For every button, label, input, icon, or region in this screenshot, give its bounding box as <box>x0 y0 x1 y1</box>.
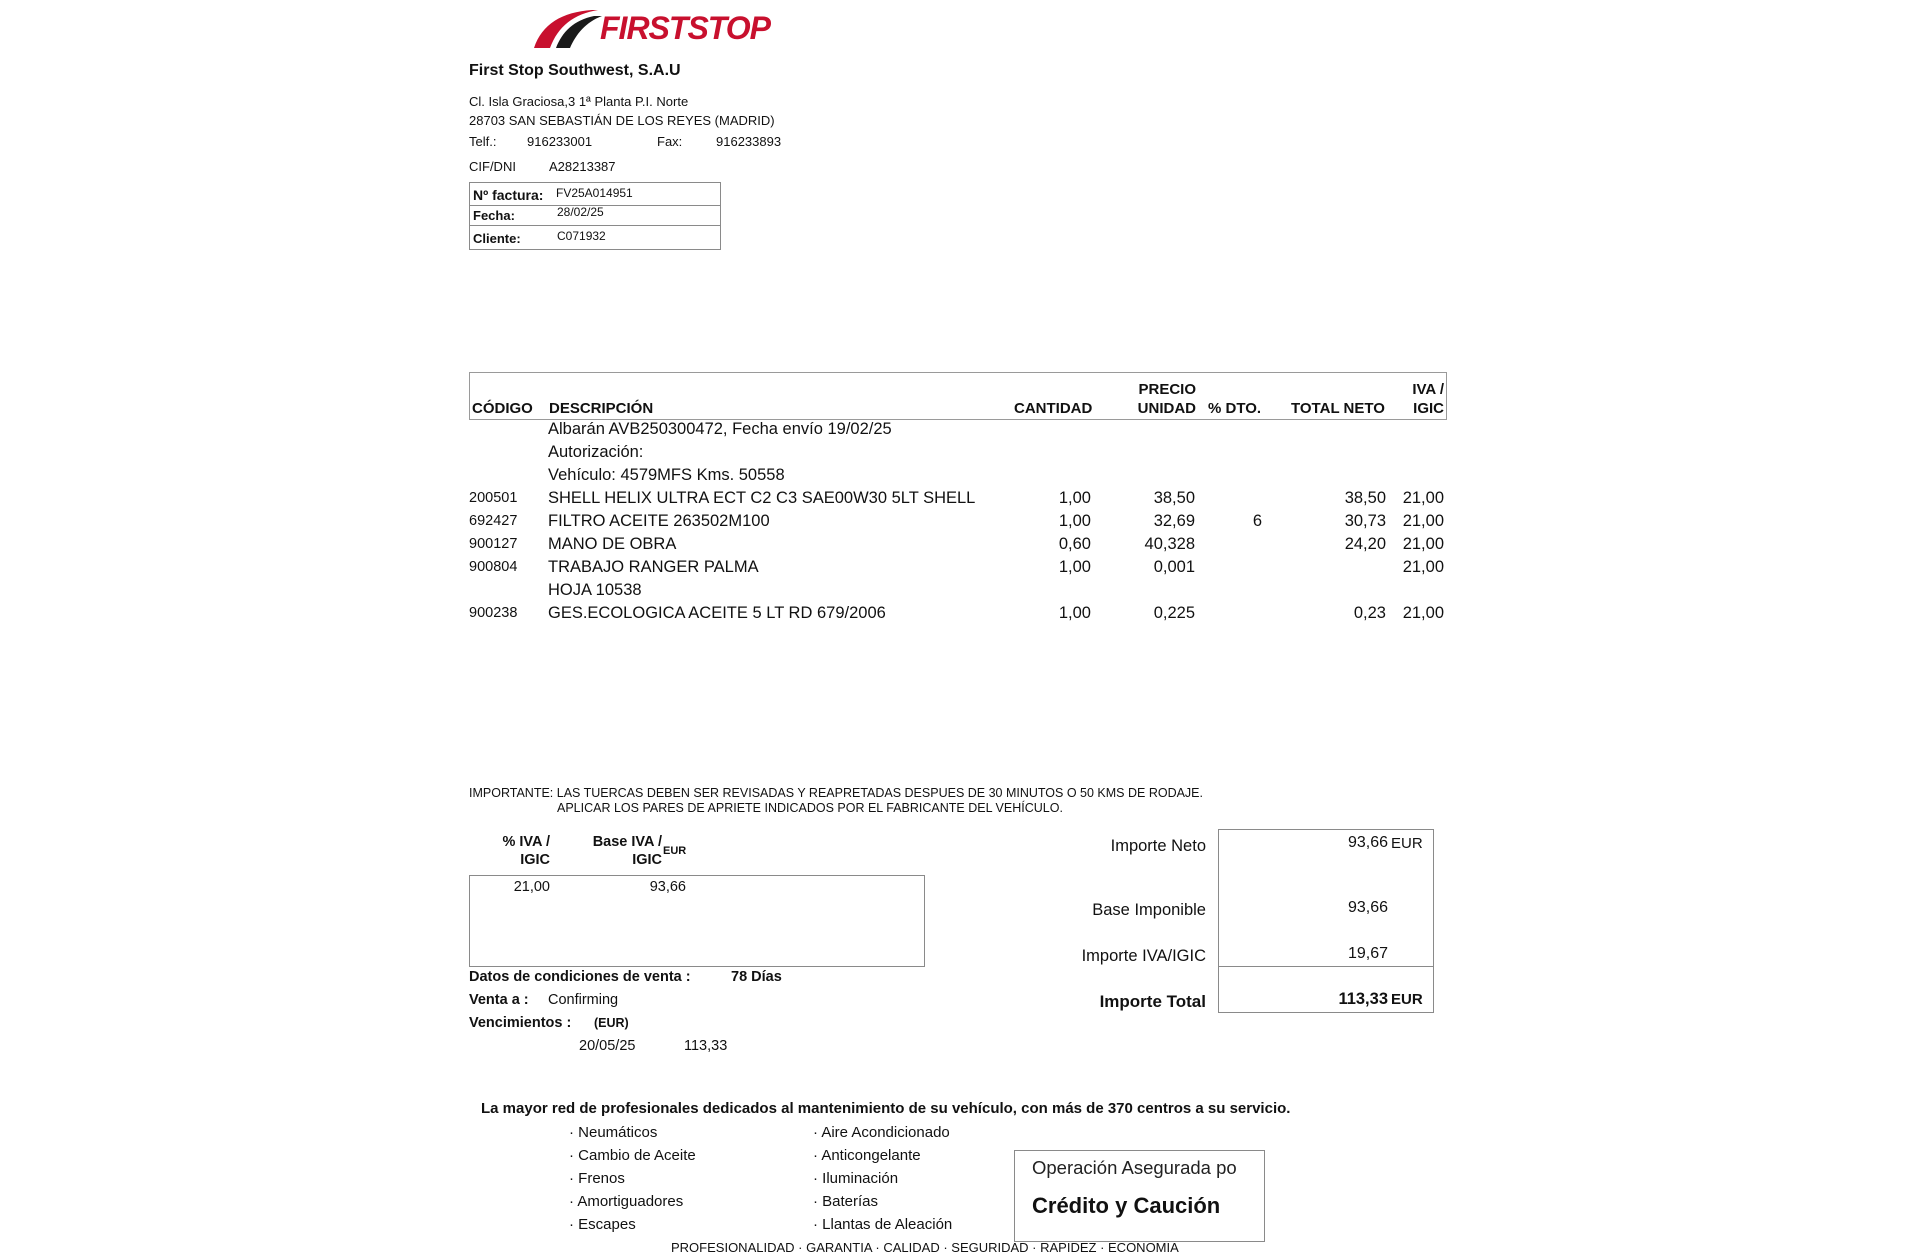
service-item: · Iluminación <box>813 1170 899 1187</box>
row-code: 900127 <box>469 536 518 552</box>
cif-label: CIF/DNI <box>469 159 516 174</box>
venta-value: Confirming <box>548 992 619 1008</box>
phone-label: Telf.: <box>469 134 497 149</box>
row-price: 0,001 <box>1153 558 1195 576</box>
totals-separator <box>1218 966 1434 967</box>
company-address-2: 28703 SAN SEBASTIÁN DE LOS REYES (MADRID) <box>469 113 775 128</box>
tax-base-header-1: Base IVA / <box>592 834 662 850</box>
row-desc: GES.ECOLOGICA ACEITE 5 LT RD 679/2006 <box>548 604 886 622</box>
header-descripcion: DESCRIPCIÓN <box>549 400 654 417</box>
invoice-info-box <box>469 182 721 250</box>
invoice-number-label: Nº factura: <box>473 187 544 203</box>
service-item: · Baterías <box>813 1193 879 1210</box>
service-item: · Escapes <box>569 1216 636 1233</box>
row-total: 24,20 <box>1344 535 1386 553</box>
row-desc: FILTRO ACEITE 263502M100 <box>548 512 770 530</box>
tax-pct-header-1: % IVA / <box>502 834 550 850</box>
vencimiento-date: 20/05/25 <box>579 1038 636 1054</box>
service-item: · Cambio de Aceite <box>569 1147 696 1164</box>
service-item: · Anticongelante <box>813 1147 921 1164</box>
row-code: 200501 <box>469 490 518 506</box>
tax-base-value: 93,66 <box>649 879 686 895</box>
tax-currency: EUR <box>663 845 687 857</box>
importe-total-currency: EUR <box>1391 991 1423 1008</box>
table-note-vehiculo: Vehículo: 4579MFS Kms. 50558 <box>548 466 785 484</box>
invoice-client-label: Cliente: <box>473 231 521 246</box>
notice-line-2: APLICAR LOS PARES DE APRIETE INDICADOS POR EL FABRICANTE DEL VEHÍCULO. <box>557 801 1063 815</box>
row-desc: SHELL HELIX ULTRA ECT C2 C3 SAE00W30 5LT SHELL <box>548 489 976 507</box>
row-dto: 6 <box>1252 512 1262 530</box>
vencimiento-amount: 113,33 <box>684 1038 728 1054</box>
row-price: 38,50 <box>1153 489 1195 507</box>
table-note-autorizacion: Autorización: <box>548 443 644 461</box>
header-codigo: CÓDIGO <box>472 400 533 417</box>
vencimientos-currency: (EUR) <box>594 1016 629 1030</box>
service-item: · Amortiguadores <box>569 1193 684 1210</box>
tax-pct-header-2: IGIC <box>520 852 550 868</box>
footer-values: PROFESIONALIDAD · GARANTIA · CALIDAD · SEGURIDAD · RAPIDEZ · ECONOMIA <box>671 1240 1179 1255</box>
service-item: · Neumáticos <box>569 1124 658 1141</box>
header-precio-2: UNIDAD <box>1137 400 1196 417</box>
row-code: 900238 <box>469 605 518 621</box>
service-item: · Llantas de Aleación <box>813 1216 953 1233</box>
row-iva: 21,00 <box>1402 535 1444 553</box>
tax-pct-value: 21,00 <box>513 879 550 895</box>
footer-tagline: La mayor red de profesionales dedicados al mantenimiento de su vehículo, con más de 370 centros a su servicio. <box>481 1100 1291 1117</box>
row-price: 40,328 <box>1144 535 1195 553</box>
importe-iva-value: 19,67 <box>1347 945 1388 962</box>
importe-neto-value: 93,66 <box>1347 834 1388 851</box>
header-total-neto: TOTAL NETO <box>1291 400 1385 417</box>
row-total: 30,73 <box>1344 512 1386 530</box>
row-qty: 1,00 <box>1058 489 1091 507</box>
invoice-client-row <box>470 226 720 249</box>
row-total: 38,50 <box>1344 489 1386 507</box>
row-qty: 1,00 <box>1058 604 1091 622</box>
row-desc: MANO DE OBRA <box>548 535 677 553</box>
notice-line-1: IMPORTANTE: LAS TUERCAS DEBEN SER REVISADAS Y REAPRETADAS DESPUES DE 30 MINUTOS O 50 KMS DE RODAJE. <box>469 786 1203 800</box>
row-iva: 21,00 <box>1402 512 1444 530</box>
table-note-albaran: Albarán AVB250300472, Fecha envío 19/02/25 <box>548 420 892 438</box>
row-qty: 0,60 <box>1058 535 1091 553</box>
tax-base-header-2: IGIC <box>632 852 662 868</box>
row-iva: 21,00 <box>1402 558 1444 576</box>
header-iva-1: IVA / <box>1412 381 1444 398</box>
vencimientos-label: Vencimientos : <box>469 1015 572 1031</box>
invoice-client: C071932 <box>557 229 606 243</box>
conditions-label: Datos de condiciones de venta : <box>469 969 691 985</box>
importe-total-value: 113,33 <box>1338 990 1388 1008</box>
company-address-1: Cl. Isla Graciosa,3 1ª Planta P.I. Norte <box>469 94 689 109</box>
insurance-line-2: Crédito y Caución <box>1032 1193 1221 1218</box>
header-precio-1: PRECIO <box>1138 381 1196 398</box>
conditions-value: 78 Días <box>731 969 782 985</box>
header-iva-2: IGIC <box>1413 400 1444 417</box>
base-imponible-value: 93,66 <box>1347 899 1388 916</box>
row-qty: 1,00 <box>1058 558 1091 576</box>
row-price: 0,225 <box>1153 604 1195 622</box>
row-iva: 21,00 <box>1402 604 1444 622</box>
row-desc: HOJA 10538 <box>548 581 642 599</box>
row-code: 692427 <box>469 513 518 529</box>
insurance-line-1: Operación Asegurada po <box>1032 1157 1237 1178</box>
invoice-number-row <box>470 183 720 206</box>
invoice-number: FV25A014951 <box>556 186 633 200</box>
company-name: First Stop Southwest, S.A.U <box>469 62 681 79</box>
importe-iva-label: Importe IVA/IGIC <box>1081 947 1206 965</box>
importe-neto-currency: EUR <box>1391 835 1423 852</box>
header-dto: % DTO. <box>1208 400 1262 417</box>
logo-wordmark: FIRSTSTOP <box>600 10 770 46</box>
invoice-date-label: Fecha: <box>473 208 515 223</box>
row-desc: TRABAJO RANGER PALMA <box>548 558 759 576</box>
header-cantidad: CANTIDAD <box>1014 400 1093 417</box>
venta-label: Venta a : <box>469 992 529 1008</box>
row-iva: 21,00 <box>1402 489 1444 507</box>
importe-neto-label: Importe Neto <box>1110 837 1206 855</box>
service-item: · Aire Acondicionado <box>813 1124 950 1141</box>
service-item: · Frenos <box>569 1170 625 1187</box>
row-price: 32,69 <box>1153 512 1195 530</box>
invoice-date: 28/02/25 <box>557 205 604 219</box>
base-imponible-label: Base Imponible <box>1092 901 1206 919</box>
row-total: 0,23 <box>1353 604 1386 622</box>
fax-label: Fax: <box>657 134 683 149</box>
row-code: 900804 <box>469 559 518 575</box>
importe-total-label: Importe Total <box>1099 992 1206 1011</box>
row-qty: 1,00 <box>1058 512 1091 530</box>
totals-box <box>1218 829 1434 1013</box>
invoice-date-row <box>470 205 720 226</box>
cif-value: A28213387 <box>549 159 616 174</box>
phone-value: 916233001 <box>527 134 593 149</box>
fax-value: 916233893 <box>716 134 782 149</box>
